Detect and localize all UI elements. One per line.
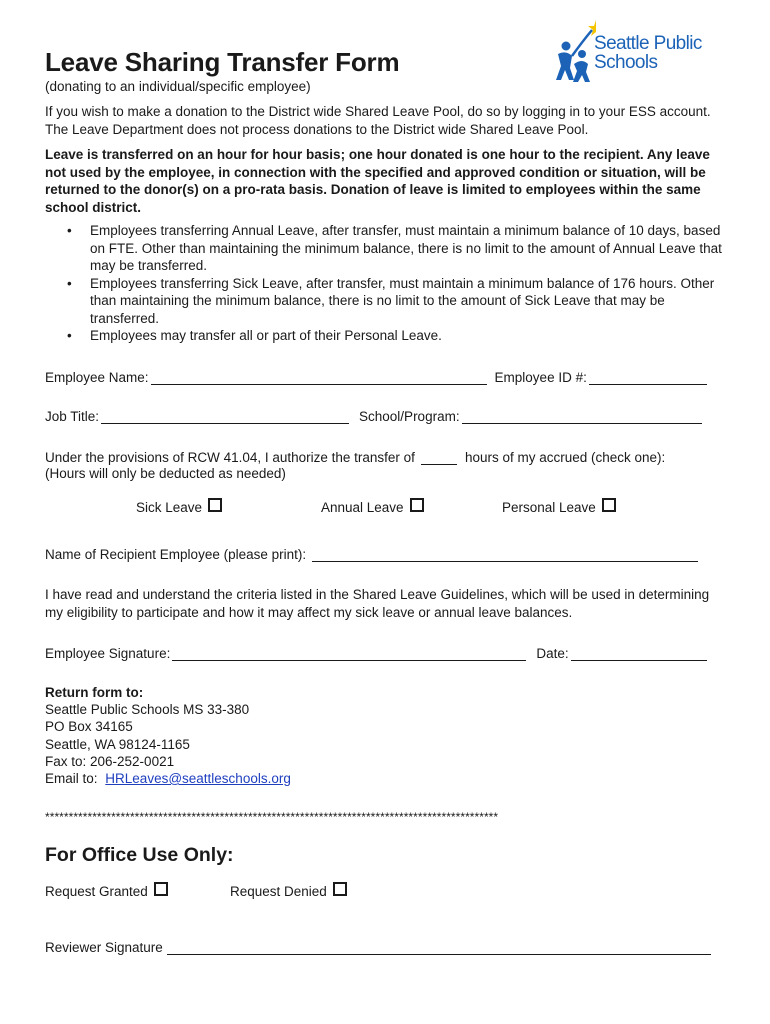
deduct-note: (Hours will only be deducted as needed) (45, 466, 286, 481)
annual-leave-label: Annual Leave (321, 500, 404, 515)
seattle-public-schools-logo (552, 20, 722, 86)
job-title-row (45, 404, 721, 424)
list-item: • Employees transferring Sick Leave, after transfer, must maintain a minimum balance of 176 hours. Other than maintaining the minimum balance, there is no limit to the amount of Sick Leave that may be transferred. (45, 275, 725, 328)
signature-label: Employee Signature: (45, 646, 171, 661)
request-denied-label: Request Denied (230, 884, 327, 899)
request-granted-checkbox[interactable] (154, 882, 168, 896)
logo-line-1: Seattle Public (594, 33, 702, 54)
hours-field[interactable] (421, 450, 457, 465)
reviewer-signature-field[interactable] (167, 940, 711, 955)
list-item: • Employees transferring Annual Leave, after transfer, must maintain a minimum balance of 10 days, based on FTE. Other than maintaining the minimum balance, there is no limit to the amount of Annual Leave that may be transferred. (45, 222, 725, 275)
request-denied-option (230, 882, 347, 899)
rules-paragraph: Leave is transferred on an hour for hour basis; one hour donated is one hour to the recipient. Any leave not used by the employee, in connection with the specified and approved condition or situation, will be returned to the donor(s) on a pro-rata basis. Donation of leave is limited to employees within the same school district. (45, 147, 710, 215)
employee-id-label: Employee ID #: (494, 370, 587, 385)
personal-leave-option (502, 498, 616, 515)
address-line-3: Seattle, WA 98124-1165 (45, 736, 190, 752)
authorize-text: Under the provisions of RCW 41.04, I authorize the transfer of (45, 450, 415, 465)
school-program-field[interactable] (462, 409, 702, 424)
address-line-1: Seattle Public Schools MS 33-380 (45, 702, 250, 718)
fax-number: Fax to: 206-252-0021 (45, 753, 175, 769)
employee-id-field[interactable] (589, 370, 707, 385)
logo-line-2: Schools (594, 52, 658, 73)
recipient-field[interactable] (312, 547, 698, 562)
employee-name-label: Employee Name: (45, 370, 149, 385)
email-label: Email to: (45, 771, 98, 787)
form-subtitle: (donating to an individual/specific employee) (45, 79, 311, 94)
personal-leave-label: Personal Leave (502, 500, 596, 515)
return-address (45, 684, 291, 787)
job-title-label: Job Title: (45, 409, 100, 424)
reviewer-label: Reviewer Signature (45, 940, 163, 955)
date-label: Date: (536, 646, 569, 661)
signature-field[interactable] (172, 646, 526, 661)
school-program-label: School/Program: (359, 409, 460, 424)
date-field[interactable] (571, 646, 707, 661)
recipient-label: Name of Recipient Employee (please print): (45, 547, 307, 562)
authorize-row (45, 445, 721, 465)
sick-leave-label: Sick Leave (136, 500, 203, 515)
list-item: • Employees may transfer all or part of their Personal Leave. (45, 327, 725, 345)
office-use-heading: For Office Use Only: (45, 844, 234, 866)
intro-paragraph: If you wish to make a donation to the District wide Shared Leave Pool, do so by logging in to your ESS account. The Leave Department does not process donations to the District wide Shared Leave Pool. (45, 104, 711, 137)
annual-leave-option (321, 498, 424, 515)
criteria-list (45, 222, 725, 345)
sick-leave-checkbox[interactable] (208, 498, 222, 512)
employee-name-field[interactable] (151, 370, 487, 385)
form-title: Leave Sharing Transfer Form (45, 47, 400, 77)
email-link[interactable]: HRLeaves@seattleschools.org (105, 771, 291, 787)
logo-text (594, 34, 702, 72)
return-heading: Return form to: (45, 685, 144, 700)
employee-name-row (45, 365, 721, 385)
reviewer-row (45, 935, 721, 955)
job-title-field[interactable] (101, 409, 349, 424)
signature-row (45, 641, 721, 661)
sick-leave-option (136, 498, 222, 515)
acknowledgement-paragraph: I have read and understand the criteria listed in the Shared Leave Guidelines, which will be used in determining my eligibility to participate and how it may affect my sick leave or annual leave balances. (45, 587, 710, 620)
authorize-text-2: hours of my accrued (check one): (464, 450, 666, 465)
personal-leave-checkbox[interactable] (602, 498, 616, 512)
separator-line: ************************************************************************************************ (45, 810, 499, 824)
request-denied-checkbox[interactable] (333, 882, 347, 896)
request-granted-option (45, 882, 168, 899)
email-row (45, 770, 291, 787)
sunburst-figures-icon (552, 20, 596, 86)
request-granted-label: Request Granted (45, 884, 148, 899)
recipient-row (45, 542, 721, 562)
annual-leave-checkbox[interactable] (410, 498, 424, 512)
address-line-2: PO Box 34165 (45, 719, 133, 735)
